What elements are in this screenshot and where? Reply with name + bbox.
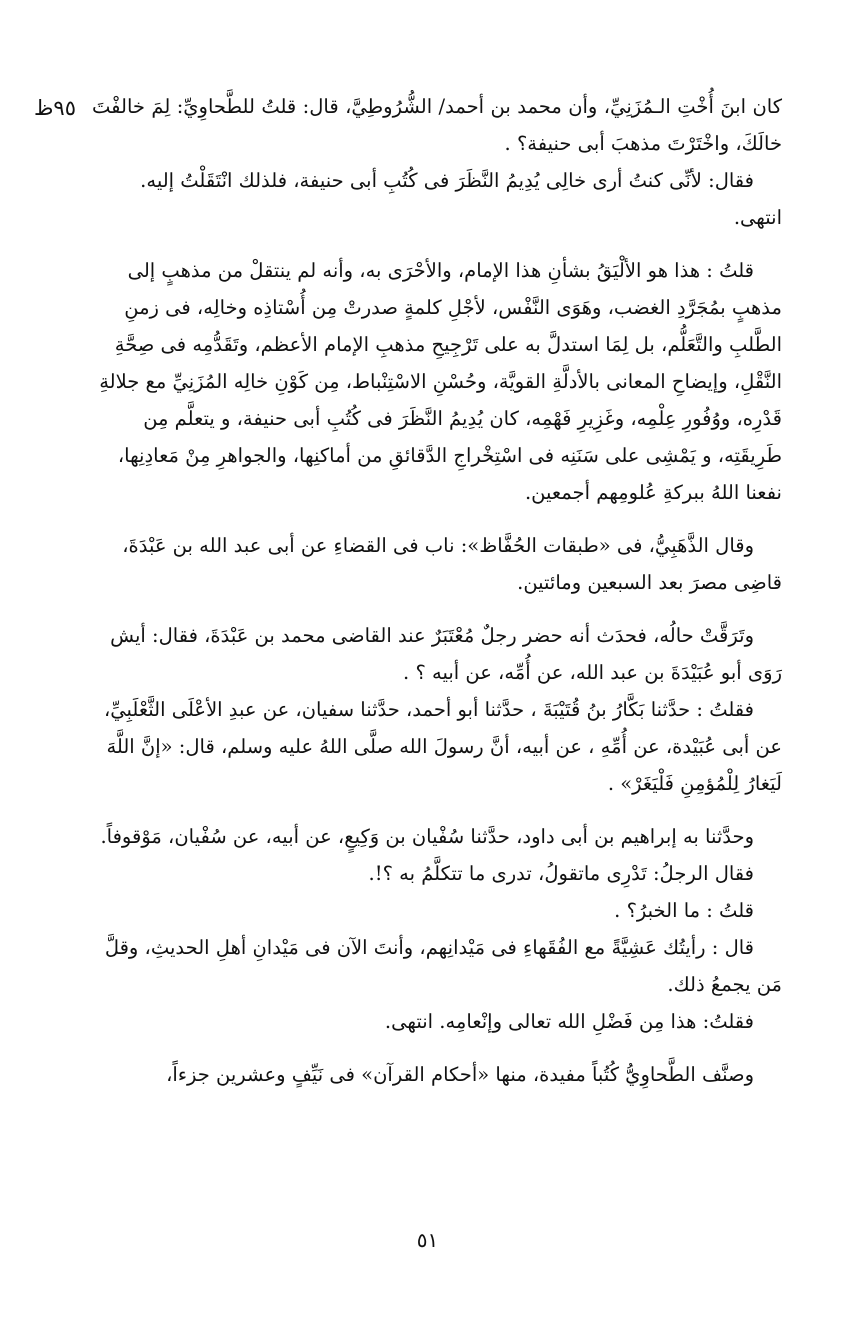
paragraph-5: وتَرَقَّتْ حالُه، فحدَث أنه حضر رجلٌ مُعْتَبَرٌ عند القاضى محمد بن عَبْدَةَ، فقال: أيش رَوَى أبو عُبَيْدَةَ بن عبد الله، عن أُمِّه، عن أبيه ؟ . — [110, 624, 782, 684]
paragraph-7: وحدَّثنا به إبراهيم بن أبى داود، حدَّثنا سُفْيان بن وَكِيعٍ، عن أبيه، عن سُفْيان، مَوْقوفاً. — [100, 825, 754, 848]
margin-folio-note: ٩٥ظ — [34, 96, 76, 120]
paragraph-3: قلتُ : هذا هو الألْيَقُ بشأنِ هذا الإمام، والأحْرَى به، وأنه لم ينتقلْ من مذهبٍ إلى مذهبٍ بمُجَرَّدِ الغضب، وهَوَى النَّفْس، لأجْلِ كلمةٍ صدرتْ مِن أُسْتاذِه وخالِه، فى زمنِ الطَّلبِ والتَّعَلُّم، بل لِمَا استدلَّ به على تَرْجِيحِ مذهبِ الإمام الأعظم، وتَقَدُّمِه فى صِحَّةِ النَّقْلِ، وإيضاحِ المعانى بالأدلَّةِ القويَّة، وحُسْنِ الاسْتِنْباط، مِن كَوْنِ خالِه المُزَنِيِّ مع جلالةِ قَدْرِه، ووُفُورِ عِلْمِه، وغَزِيرِ فَهْمِه، كان يُدِيمُ النَّظَرَ فى كُتُبِ أبى حنيفة، و يتعلَّم مِن طَرِيقَتِه، و يَمْشِى على سَنَنِه فى اسْتِخْراجِ الدَّقائقِ من أماكنِها، والجواهرِ مِنْ مَعادِنِها، نفعنا اللهُ ببركةِ عُلومِهم أجمعين. — [99, 259, 782, 504]
paragraph-2: فقال: لأنِّى كنتُ أرى خالِى يُدِيمُ النَّظَرَ فى كُتُبِ أبى حنيفة، فلذلك انْتَقَلْتُ إليه. انتهى. — [140, 169, 782, 229]
paragraph-1: كان ابنَ أُخْتِ الـمُزَنِيِّ، وأن محمد بن أحمد/ الشُّرُوطِيَّ، قال: قلتُ للطَّحاوِيِّ: لِمَ خالفْتَ خالَكَ، واخْتَرْتَ مذهبَ أبى حنيفة؟ . — [92, 95, 782, 155]
paragraph-11: فقلتُ: هذا مِن فَضْلِ الله تعالى وإنْعامِه. انتهى. — [384, 1010, 754, 1033]
paragraph-10: قال : رأيتُك عَشِيَّةً مع الفُقَهاءِ فى مَيْدانِهم، وأنتَ الآن فى مَيْدانِ أهلِ الحديثِ، وقلَّ مَن يجمعُ ذلك. — [104, 936, 782, 996]
main-text-block — [92, 88, 782, 1093]
paragraph-8: فقال الرجلُ: تَدْرِى ماتقولُ، تدرى ما تتكلَّمُ به ؟!. — [368, 862, 754, 885]
paragraph-12: وصنَّف الطَّحاوِيُّ كُتُباً مفيدة، منها «أحكام القرآن» فى نَيِّفٍ وعشرين جزءاً، — [166, 1063, 754, 1086]
paragraph-6: فقلتُ : حدَّثنا بَكَّارُ بنُ قُتَيْبَةَ ، حدَّثنا أبو أحمد، حدَّثنا سفيان، عن عبدِ الأعْلَى الثَّعْلَبِيِّ، عن أبى عُبَيْدة، عن أُمِّهِ ، عن أبيه، أنَّ رسولَ الله صلَّى اللهُ عليه وسلم، قال: «إنَّ اللَّهَ لَيَغارُ لِلْمُؤمِنِ فَلْيَغَرْ» . — [103, 698, 782, 795]
page-number: ٥١ — [416, 1228, 439, 1252]
paragraph-4: وقال الذَّهَبِيُّ، فى «طبقات الحُفَّاظ»: ناب فى القضاءِ عن أبى عبد الله بن عَبْدَةَ، قاضِى مصرَ بعد السبعين ومائتين. — [122, 534, 782, 594]
paragraph-9: قلتُ : ما الخبرُ؟ . — [614, 899, 754, 922]
